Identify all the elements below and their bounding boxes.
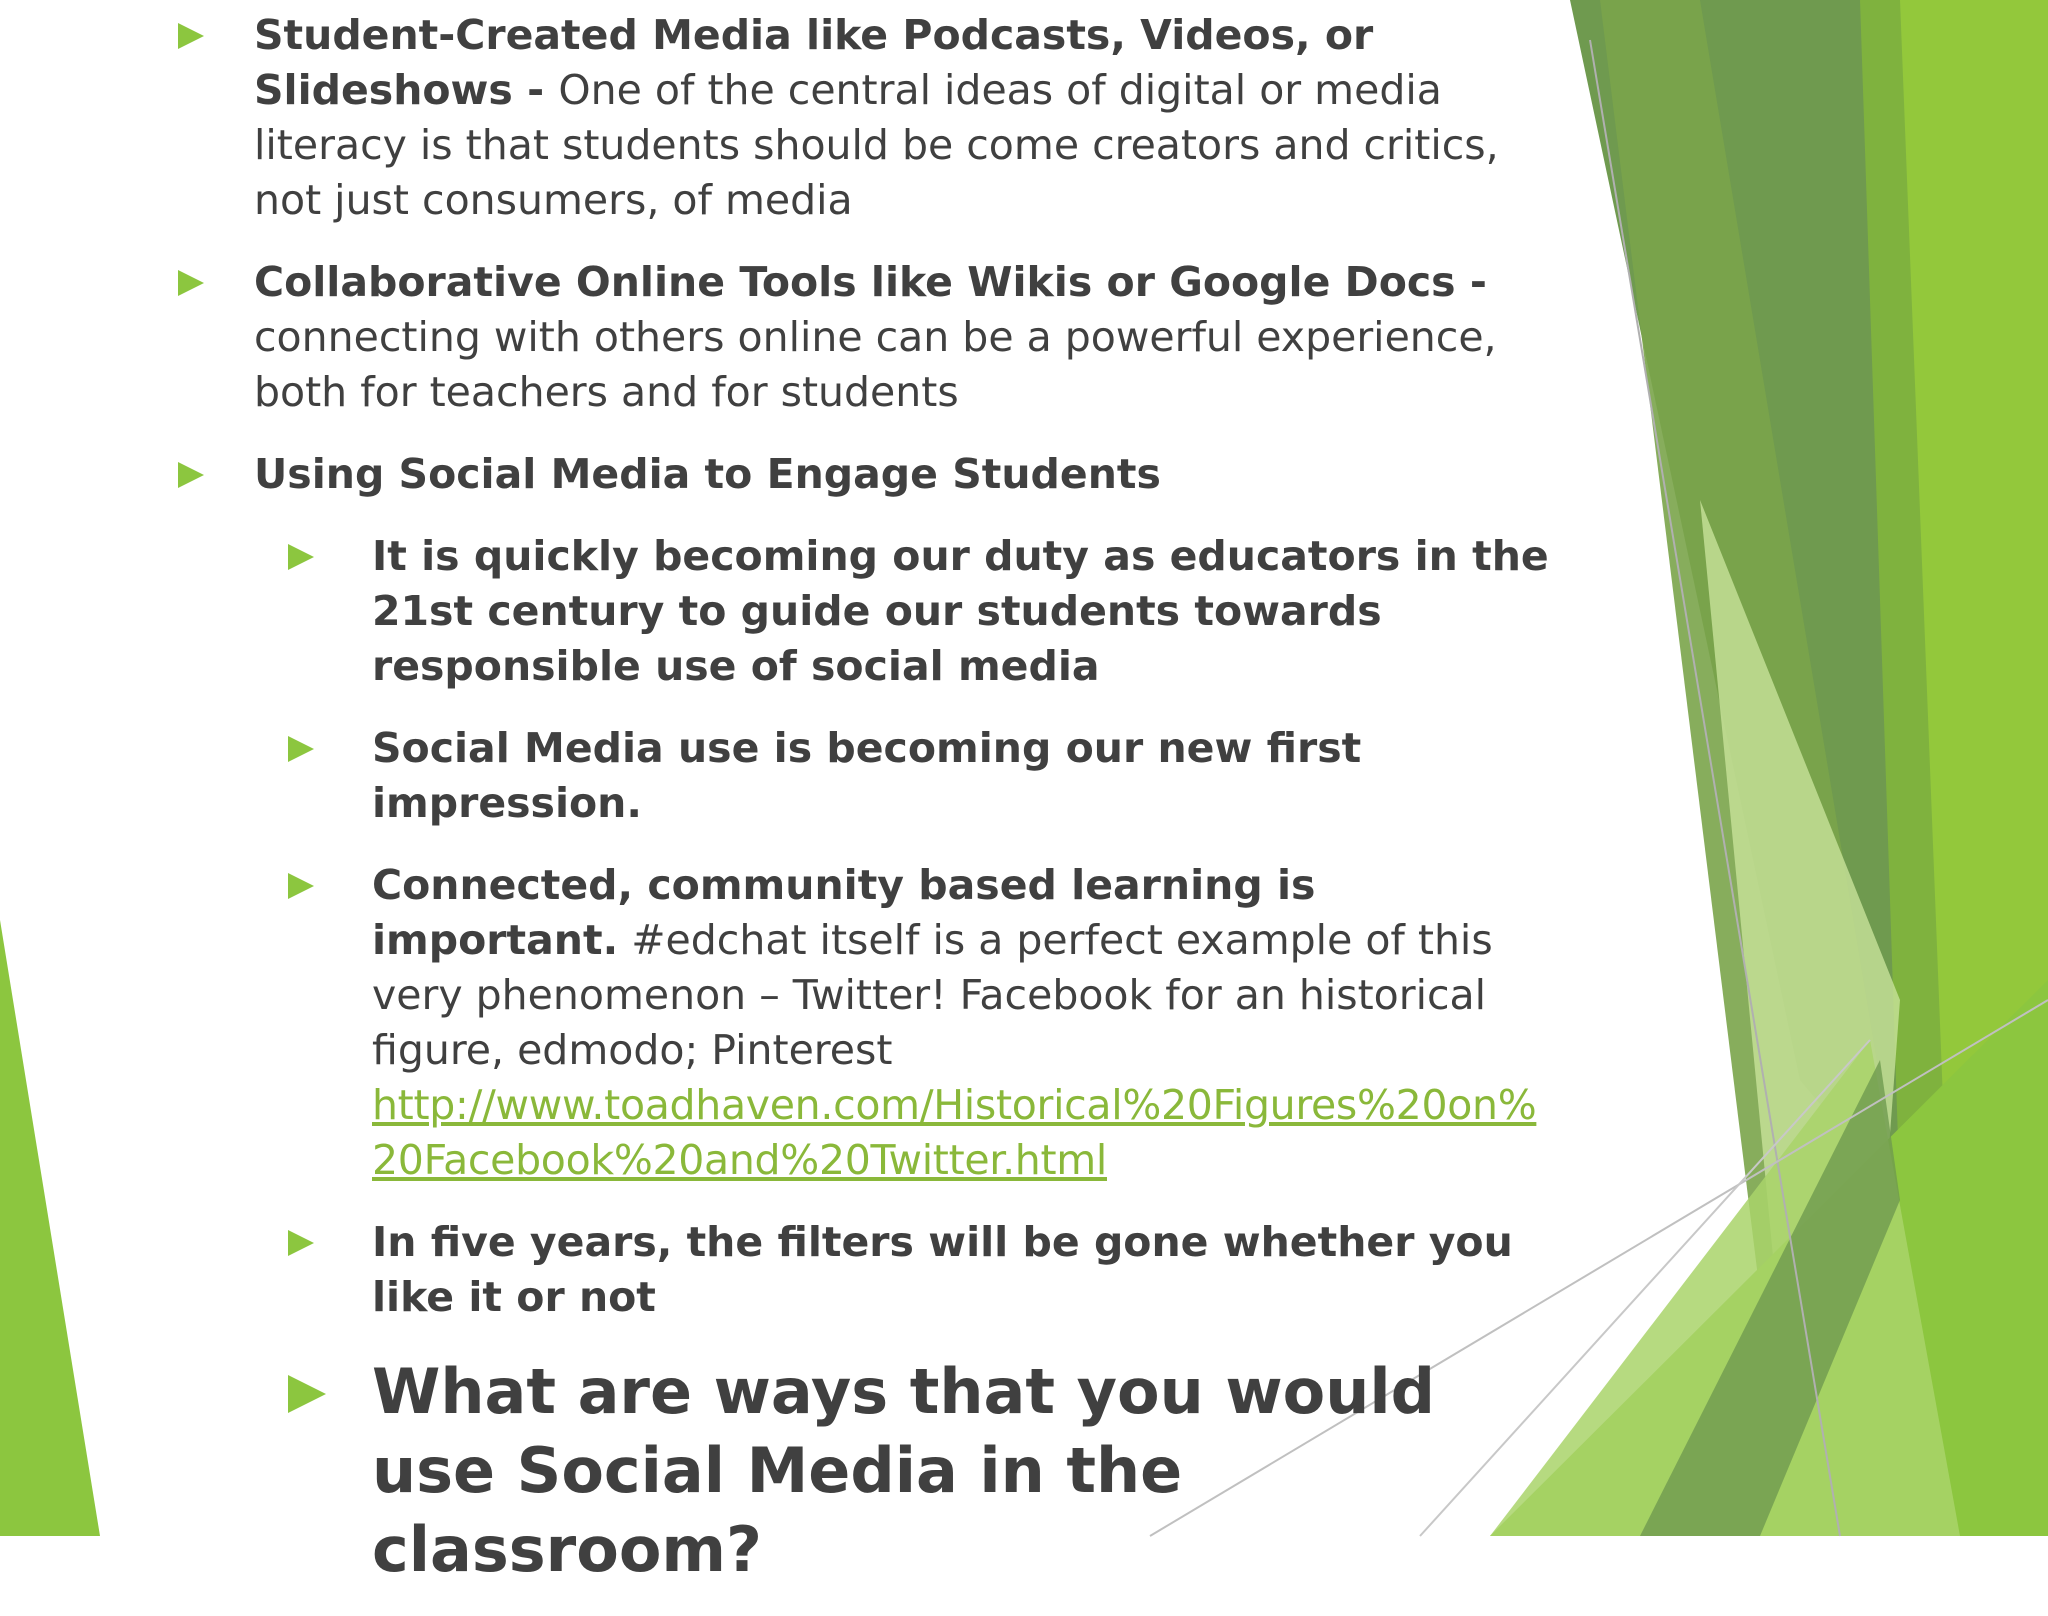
triangle-right-icon [178,462,204,488]
decor-shape-left-sliver [0,920,100,1536]
item-title: Collaborative Online Tools like Wikis or Google Docs - [254,258,1487,306]
list-item [282,529,1560,694]
item-title: Connected, community based learning is important. [372,861,1316,964]
list-item [282,1215,1560,1325]
list-item [170,255,1560,420]
item-body: One of the central ideas of digital or media literacy is that students should be come creators and critics, not just consumers, of media [254,66,1499,224]
triangle-right-icon [288,544,314,570]
triangle-right-icon [288,873,314,899]
item-title: Student-Created Media like Podcasts, Videos, or Slideshows - [254,11,1374,114]
bullet-list [170,8,1560,1616]
question-text: What are ways that you would use Social Media in the classroom? [372,1355,1435,1586]
triangle-right-icon [288,1375,326,1413]
item-title: Using Social Media to Engage Students [254,450,1161,498]
triangle-right-icon [288,736,314,762]
question-item [282,1352,1560,1589]
item-body: connecting with others online can be a powerful experience, both for teachers and for students [254,313,1497,416]
triangle-right-icon [178,23,204,49]
list-item [170,447,1560,502]
toadhaven-link[interactable]: http://www.toadhaven.com/Historical%20Figures%20on%20Facebook%20and%20Twitter.html [372,1081,1537,1184]
list-item [282,858,1560,1188]
item-title: It is quickly becoming our duty as educators in the 21st century to guide our students towards responsible use of social media [372,532,1549,690]
triangle-right-icon [288,1230,314,1256]
item-title: In five years, the filters will be gone whether you like it or not [372,1218,1513,1321]
list-item [170,8,1560,228]
list-item [282,721,1560,831]
triangle-right-icon [178,270,204,296]
item-title: Social Media use is becoming our new first impression. [372,724,1362,827]
item-body: #edchat itself is a perfect example of this very phenomenon – Twitter! Facebook for an historical figure, edmodo; Pinterest [372,916,1493,1074]
